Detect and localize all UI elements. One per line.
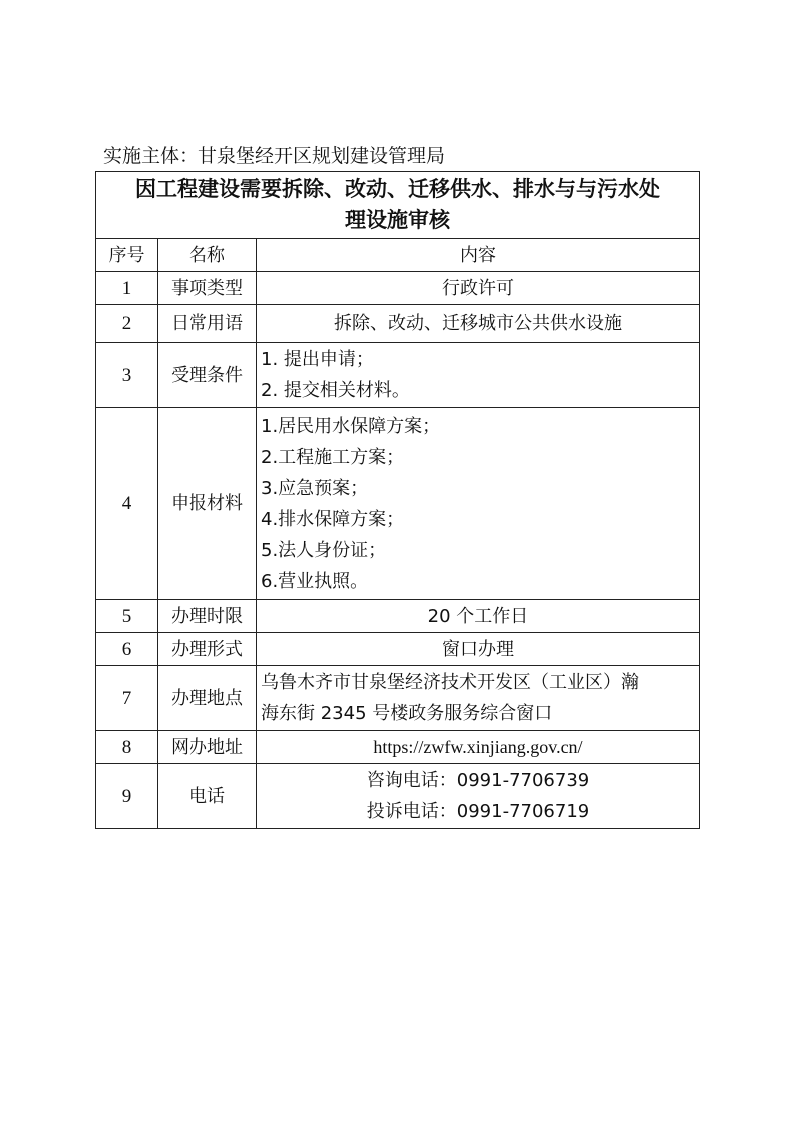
row-name: 日常用语: [158, 305, 257, 343]
row-no: 8: [96, 731, 158, 764]
row-content: [257, 408, 700, 600]
col-header-content: 内容: [257, 239, 700, 272]
content-line: 投诉电话：0991-7706719: [366, 801, 590, 822]
content-line: 拆除、改动、迁移城市公共供水设施: [334, 313, 622, 334]
row-content: [257, 272, 700, 305]
content-line: 1. 提出申请；: [261, 349, 374, 370]
content-line: 5.法人身份证；: [261, 539, 387, 561]
content-line: 3.应急预案；: [261, 477, 369, 499]
table-row: [96, 408, 700, 600]
row-no: 1: [96, 272, 158, 305]
row-name: 受理条件: [158, 343, 257, 408]
service-info-table: [95, 171, 700, 829]
row-no: 3: [96, 343, 158, 408]
content-line: 行政许可: [442, 277, 514, 299]
content-line: 2. 提交相关材料。: [261, 380, 410, 401]
website-link[interactable]: https://zwfw.xinjiang.gov.cn/: [373, 736, 583, 757]
row-name: 办理时限: [158, 600, 257, 633]
content-line: 6.营业执照。: [261, 570, 369, 592]
row-name: 电话: [158, 764, 257, 829]
row-content: [257, 633, 700, 666]
row-no: 2: [96, 305, 158, 343]
table-title-line-2: 理设施审核: [345, 208, 450, 232]
content-line: 4.排水保障方案；: [261, 508, 405, 530]
content-line: 窗口办理: [442, 638, 514, 660]
table-row: [96, 343, 700, 408]
row-content: [257, 666, 700, 731]
table-row: [96, 731, 700, 764]
col-header-name: 名称: [158, 239, 257, 272]
row-name: 事项类型: [158, 272, 257, 305]
row-no: 7: [96, 666, 158, 731]
row-name: 办理地点: [158, 666, 257, 731]
row-no: 9: [96, 764, 158, 829]
title-row: [96, 172, 700, 239]
table-row: [96, 305, 700, 343]
table-row: [96, 600, 700, 633]
row-content: [257, 343, 700, 408]
content-line: 乌鲁木齐市甘泉堡经济技术开发区（工业区）瀚: [261, 672, 639, 693]
content-line: 海东街 2345 号楼政务服务综合窗口: [261, 703, 553, 724]
row-name: 网办地址: [158, 731, 257, 764]
table-row: [96, 764, 700, 829]
content-line: 20 个工作日: [427, 605, 529, 627]
row-content: [257, 600, 700, 633]
row-content: [257, 764, 700, 829]
content-line: 咨询电话：0991-7706739: [366, 770, 590, 791]
row-no: 5: [96, 600, 158, 633]
row-name: 办理形式: [158, 633, 257, 666]
row-content: [257, 731, 700, 764]
table-title: [96, 172, 700, 239]
table-row: [96, 633, 700, 666]
header-row: [96, 239, 700, 272]
content-line: 2.工程施工方案；: [261, 446, 405, 468]
row-content: [257, 305, 700, 343]
table-row: [96, 666, 700, 731]
table-title-line-1: 因工程建设需要拆除、改动、迁移供水、排水与与污水处: [135, 177, 660, 201]
implementer-line: 实施主体：甘泉堡经开区规划建设管理局: [103, 145, 446, 167]
content-line: 1.居民用水保障方案；: [261, 415, 441, 437]
table-row: [96, 272, 700, 305]
row-name: 申报材料: [158, 408, 257, 600]
col-header-no: 序号: [96, 239, 158, 272]
row-no: 6: [96, 633, 158, 666]
row-no: 4: [96, 408, 158, 600]
